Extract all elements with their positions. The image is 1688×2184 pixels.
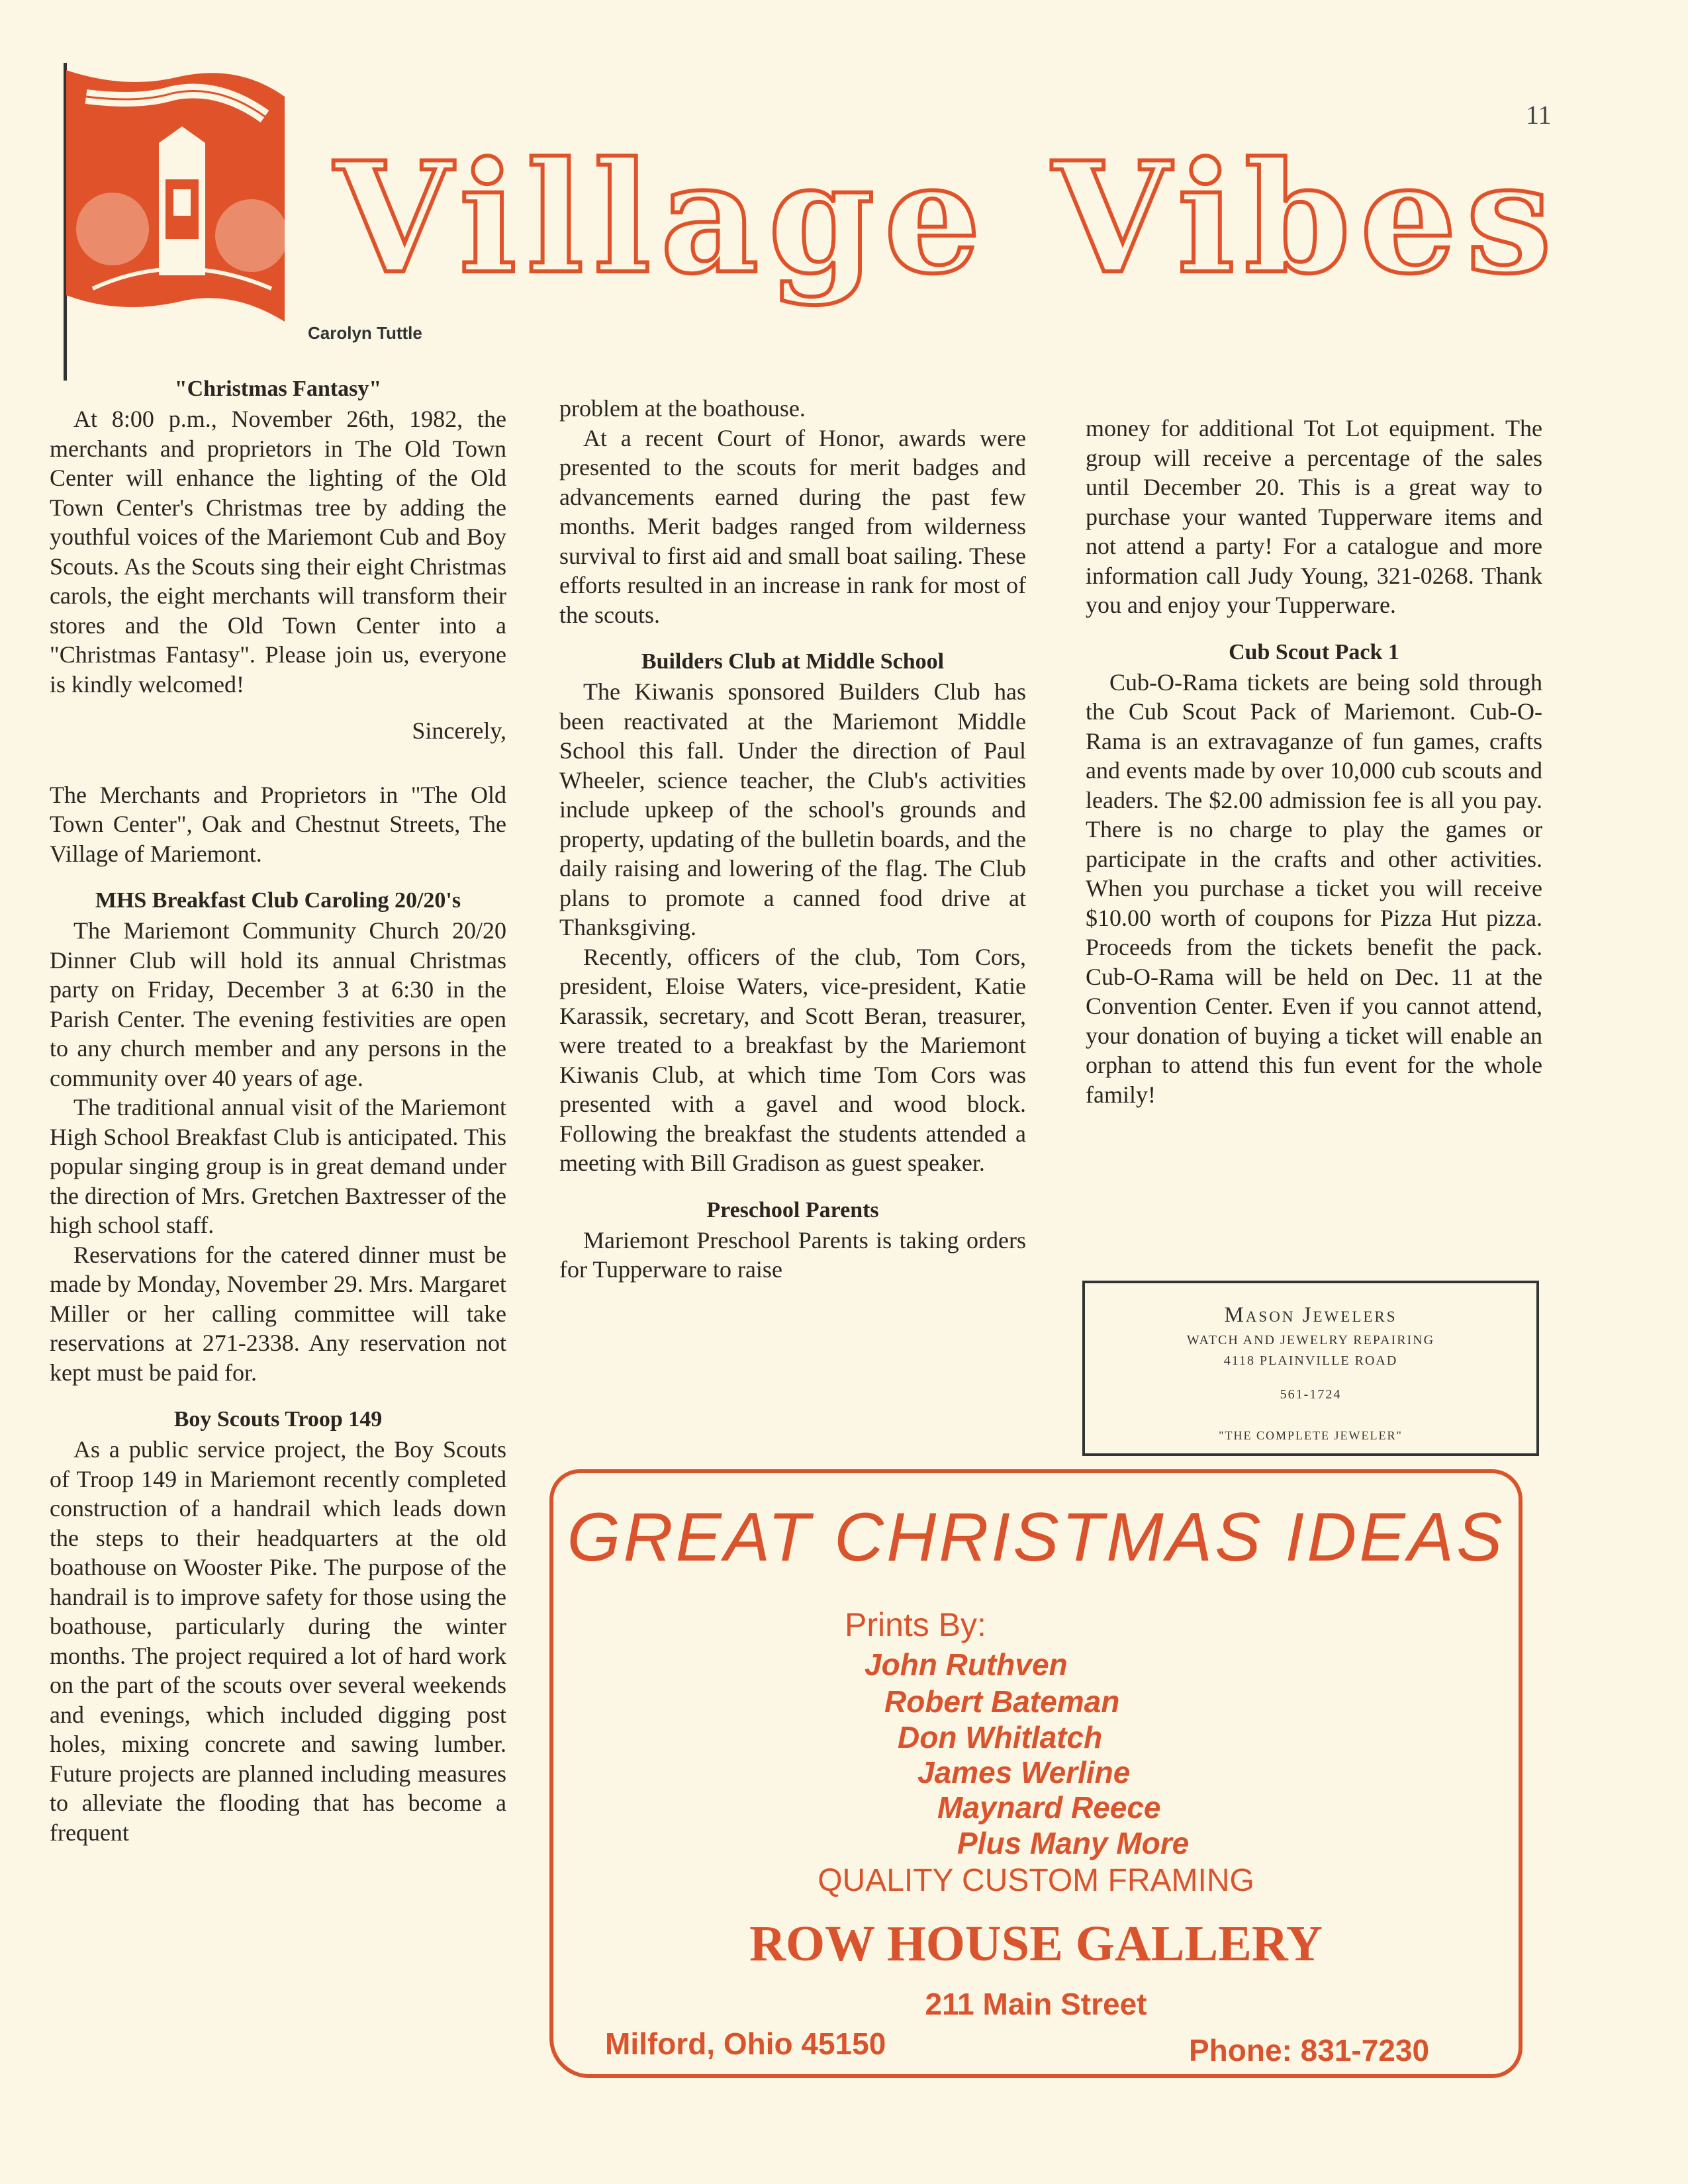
ad-phone: 561-1724 [1280,1387,1342,1402]
heading-preschool-parents: Preschool Parents [706,1197,879,1222]
paragraph: problem at the boathouse. [559,395,806,422]
masthead-title: Village Vibes [334,129,1562,308]
article-column-2 [559,394,1026,1285]
ad-phone: Phone: 831-7230 [1189,2033,1430,2068]
heading-christmas-fantasy: "Christmas Fantasy" [174,377,382,401]
row-house-gallery-ad [549,1469,1523,2078]
ad-service: WATCH AND JEWELRY REPAIRING [1186,1333,1435,1347]
paragraph: Recently, officers of the club, Tom Cors, president, Eloise Waters, vice-president, Katie Karassik, secretary, and Scott Beran, treasurer, were treated to a breakfast by the Mariemont Kiwanis Club, at which time Tom Cors was presented with a gavel and wood block. Following the breakfast the students attended a meeting with Bill Gradison as guest speaker. [559,943,1026,1176]
ad-prints-by: Prints By: [845,1606,986,1643]
heading-builders-club: Builders Club at Middle School [641,649,945,674]
paragraph: At a recent Court of Honor, awards were presented to the scouts for merit badges and advancements earned during the past few months. Merit badges ranged from wilderness survival to first aid and small boat sailing. These efforts resulted in an increase in rank for most of the scouts. [559,424,1026,628]
paragraph: money for additional Tot Lot equipment. The group will receive a percentage of the sales until December 20. This is a great way to purchase your wanted Tupperware items and not attend a party! For a catalogue and more information call Judy Young, 321-0268. Thank you and enjoy your Tupperware. [1086,415,1542,618]
page-number: 11 [1526,100,1552,130]
heading-breakfast-club: MHS Breakfast Club Caroling 20/20's [95,888,461,913]
artist-name: John Ruthven [865,1647,1068,1682]
ad-framing: QUALITY CUSTOM FRAMING [818,1863,1254,1898]
paragraph: The Kiwanis sponsored Builders Club has been reactivated at the Mariemont Middle School this fall. Under the direction of Paul Wheeler, science teacher, the Club's activities include upkeep of the school's grounds and property, updating of the bulletin boards, and the daily raising and lowering of the flag. The Club plans to promote a canned food drive at Thanksgiving. [559,678,1026,940]
mason-jewelers-ad [1082,1281,1539,1456]
ad-headline: GREAT CHRISTMAS IDEAS [567,1499,1505,1576]
paragraph: Reservations for the catered dinner must be made by Monday, November 29. Mrs. Margaret Miller or her calling committee will take reservations at 271-2338. Any reservation not kept must be paid for. [50,1241,506,1386]
article-column-3 [1086,414,1542,1109]
paragraph: Mariemont Preschool Parents is taking orders for Tupperware to raise [559,1226,1026,1283]
ad-business-name: Mason Jewelers [1224,1303,1397,1327]
signoff: Sincerely, [412,717,506,744]
artist-name: Don Whitlatch [898,1720,1103,1754]
artist-name: James Werline [917,1755,1131,1790]
ad-gallery-name: ROW HOUSE GALLERY [749,1916,1323,1972]
paragraph: The traditional annual visit of the Mariemont High School Breakfast Club is anticipated. This popular singing group is in great demand under the direction of Mrs. Gretchen Baxtresser of the high school staff. [50,1094,506,1238]
artist-name: Robert Bateman [884,1684,1120,1719]
ad-slogan: "THE COMPLETE JEWELER" [1219,1429,1403,1442]
artist-name: Plus Many More [957,1826,1190,1860]
paragraph: The Mariemont Community Church 20/20 Dinner Club will hold its annual Christmas party on Friday, December 3 at 6:30 in the Parish Center. The evening festivities are open to any church member and any persons in the community over 40 years of age. [50,917,506,1091]
heading-boy-scouts: Boy Scouts Troop 149 [173,1407,383,1432]
paragraph: At 8:00 p.m., November 26th, 1982, the merchants and proprietors in The Old Town Center will enhance the lighting of the Old Town Center's Christmas tree by adding the youthful voices of the Mariemont Cub and Boy Scouts. As the Scouts sing their eight Christmas carols, the eight merchants will transform their stores and the Old Town Center into a "Christmas Fantasy". Please join us, everyone is kindly welcomed! [50,406,506,698]
paragraph: The Merchants and Proprietors in "The Old Town Center", Oak and Chestnut Streets, The Village of Mariemont. [50,781,506,867]
heading-cub-scouts: Cub Scout Pack 1 [1229,639,1399,664]
byline: Carolyn Tuttle [308,323,422,343]
article-column-1 [50,374,506,1847]
paragraph: As a public service project, the Boy Scouts of Troop 149 in Mariemont recently completed construction of a handrail which leads down the steps to their headquarters at the old boathouse on Wooster Pike. The purpose of the handrail is to improve safety for those using the boathouse, particularly during the winter months. The project required a lot of hard work on the part of the scouts over several weekends and evenings, which included digging post holes, mixing concrete and sawing lumber. Future projects are planned including measures to alleviate the flooding that has become a frequent [50,1436,506,1846]
ad-street: 211 Main Street [925,1987,1147,2021]
ad-address: 4118 PLAINVILLE ROAD [1223,1353,1398,1368]
artist-name: Maynard Reece [937,1790,1161,1825]
paragraph: Cub-O-Rama tickets are being sold through the Cub Scout Pack of Mariemont. Cub-O-Rama is an extravaganze of fun games, crafts and events made by over 10,000 cub scouts and leaders. The $2.00 admission fee is all you pay. There is no charge to play the games or participate in the crafts and other activities. When you purchase a ticket you will receive $10.00 worth of coupons for Pizza Hut pizza. Proceeds from the tickets benefit the pack. Cub-O-Rama will be held on Dec. 11 at the Convention Center. Even if you cannot attend, your donation of buying a ticket will enable an orphan to attend this fun event for the whole family! [1086,668,1542,1108]
ad-city: Milford, Ohio 45150 [605,2026,886,2061]
village-emblem-icon [66,64,291,322]
